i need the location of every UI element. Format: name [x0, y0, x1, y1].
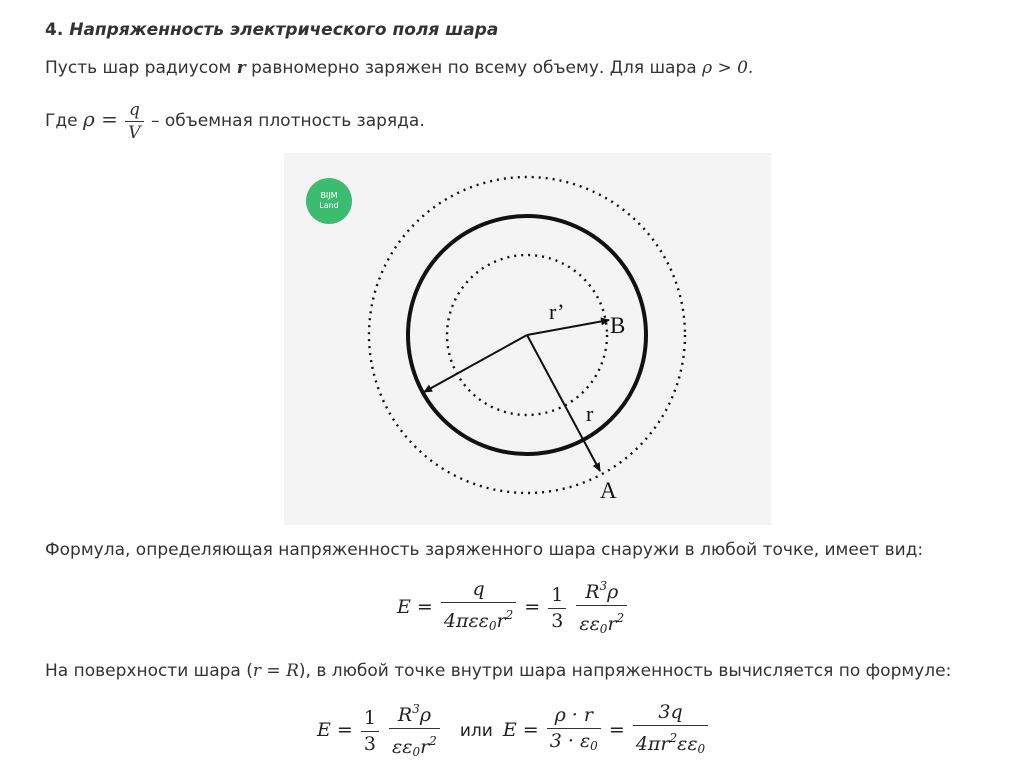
- radius-arrow-left: [424, 335, 527, 392]
- f2d-num: 3q: [633, 700, 708, 726]
- density-definition: [45, 94, 425, 146]
- f3-den: [576, 606, 627, 642]
- label-r: r: [586, 401, 594, 426]
- f2b-num-b: ρ: [419, 704, 431, 726]
- f2d-den-sup: 2: [669, 731, 678, 745]
- f2c-den-a: 3 · ε: [549, 730, 591, 752]
- f3-num-sup: 3: [599, 579, 608, 593]
- surface-after: ), в любой точке внутри шара напряженность вычисляется по формуле:: [298, 661, 952, 681]
- f3-den-sup: 2: [616, 611, 625, 625]
- outside-field-formula: [397, 574, 629, 642]
- density-fraction: [125, 99, 143, 144]
- f2b-den-sup: 2: [429, 734, 437, 748]
- sphere-diagram: [284, 153, 771, 525]
- f3-den-b: r: [607, 613, 617, 635]
- f2b-den-sub: 0: [412, 745, 421, 759]
- f1-den-a: 4πεε: [443, 610, 489, 632]
- f2d-den: [633, 726, 708, 762]
- rho-condition: ρ > 0.: [702, 58, 754, 78]
- formula2-or-text: или: [459, 721, 493, 741]
- density-denominator: V: [128, 122, 141, 143]
- formula2-fraction-2: [389, 697, 440, 765]
- heading-number: 4.: [45, 20, 64, 40]
- f3-num-a: R: [585, 581, 600, 603]
- f2b-den: [389, 729, 440, 765]
- f2b-den-b: r: [420, 736, 430, 758]
- inside-field-formula: [317, 697, 710, 765]
- f2c-den: [547, 729, 601, 759]
- formula2-lhs2: E =: [502, 719, 539, 741]
- density-numerator: q: [125, 99, 143, 122]
- intro-text-before: Пусть шар радиусом: [45, 58, 237, 78]
- f2a-den: 3: [363, 732, 376, 755]
- f1-den-b: r: [496, 610, 506, 632]
- f2c-den-sub: 0: [590, 739, 598, 753]
- f2-num: 1: [548, 583, 566, 609]
- f3-den-sub: 0: [599, 622, 608, 636]
- intro-paragraph: [45, 56, 753, 80]
- density-suffix: – объемная плотность заряда.: [150, 111, 425, 131]
- formula1-lhs: E =: [397, 596, 433, 618]
- label-r-prime: r’: [549, 299, 565, 324]
- label-b: B: [610, 313, 626, 338]
- surface-before: На поверхности шара (: [45, 661, 253, 681]
- intro-text-mid: равномерно заряжен по всему объему. Для шара: [245, 58, 703, 78]
- f1-den-sup: 2: [505, 608, 514, 622]
- surface-expr: r = R: [252, 661, 299, 681]
- formula2-lhs: E =: [317, 719, 353, 741]
- f2c-num: ρ · r: [547, 703, 601, 729]
- f2d-den-a: 4πr: [635, 733, 670, 755]
- density-lhs: ρ =: [82, 107, 118, 131]
- label-a: A: [600, 478, 617, 503]
- f1-den: [441, 603, 516, 639]
- f2b-num: [389, 697, 440, 729]
- f3-den-a: εε: [579, 613, 600, 635]
- f3-num: [576, 574, 627, 606]
- formula2-fraction-1: [361, 706, 379, 757]
- f2d-den-sub: 0: [697, 742, 706, 756]
- f2b-num-a: R: [397, 704, 413, 726]
- formula1-fraction-1: [441, 577, 516, 639]
- heading-title: Напряженность электрического поля шара: [69, 20, 499, 40]
- f2b-den-a: εε: [392, 736, 413, 758]
- formula1-eq: =: [524, 596, 541, 618]
- formula2-eq: =: [608, 719, 625, 741]
- logo-line-2: Land: [319, 201, 339, 210]
- outside-field-text: Формула, определяющая напряженность заряженного шара снаружи в любой точке, имеет вид:: [45, 540, 924, 560]
- formula1-fraction-2: [548, 583, 566, 634]
- sphere-field-figure: [284, 153, 771, 525]
- formula1-fraction-3: [576, 574, 627, 642]
- formula2-fraction-3: [547, 703, 601, 759]
- f2b-num-sup: 3: [412, 702, 420, 716]
- f3-num-b: ρ: [607, 581, 619, 603]
- f2-den: 3: [551, 609, 564, 632]
- formula2-fraction-4: [633, 700, 708, 762]
- r-prime-arrow: [527, 320, 609, 335]
- section-heading: [45, 18, 498, 42]
- radius-variable: r: [236, 58, 246, 78]
- f2a-num: 1: [361, 706, 379, 732]
- f1-num: q: [441, 577, 516, 603]
- surface-field-text: [45, 659, 951, 683]
- f2d-den-b: εε: [677, 733, 698, 755]
- density-prefix: Где: [45, 111, 83, 131]
- f1-den-sub: 0: [488, 619, 497, 633]
- logo-line-1: BIJM: [320, 191, 338, 200]
